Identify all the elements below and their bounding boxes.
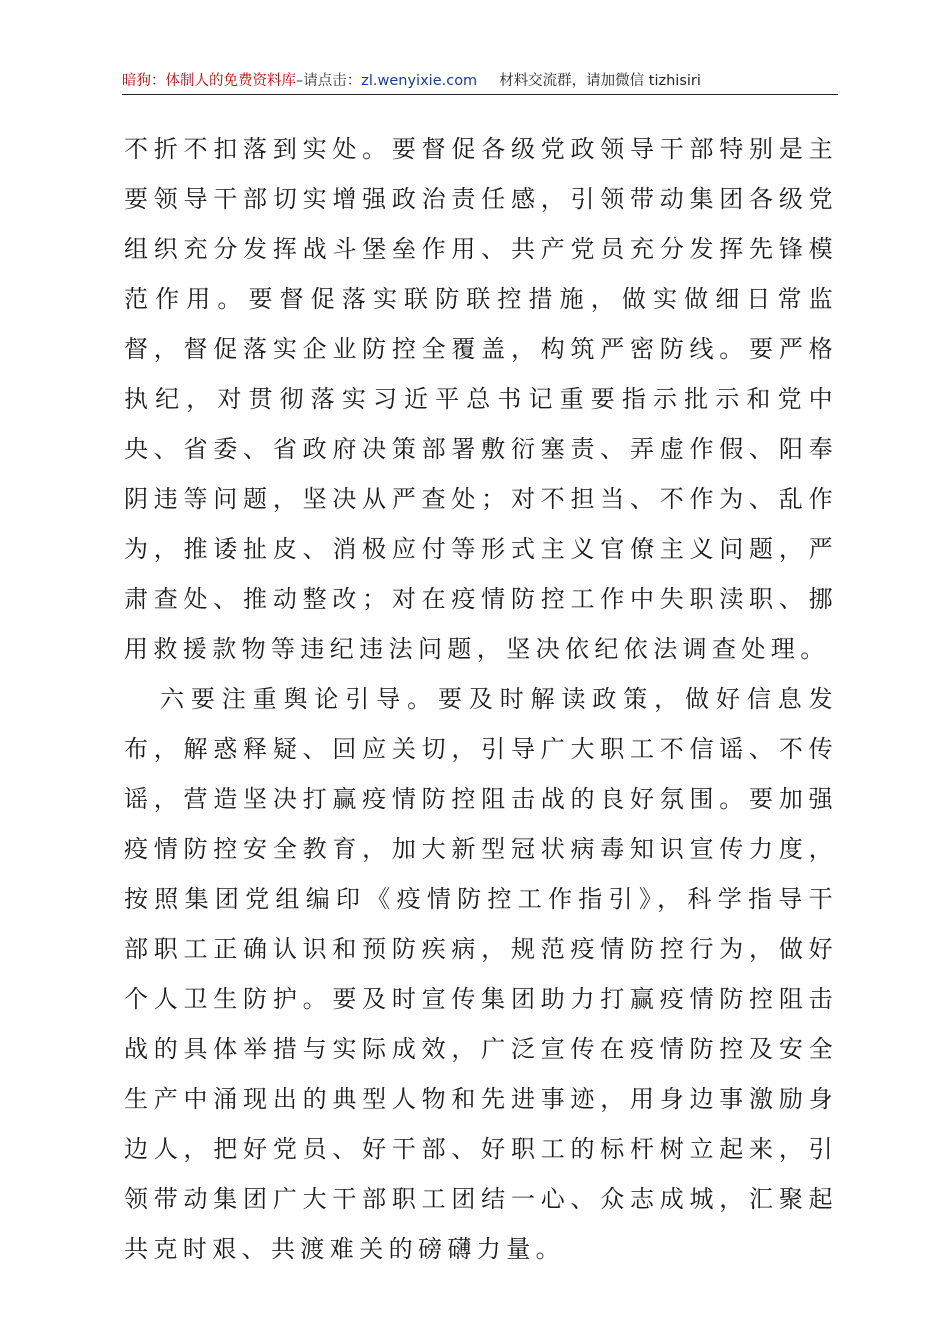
paragraph-continued: 不折不扣落到实处。要督促各级党政领导干部特别是主要领导干部切实增强政治责任感，引领带动集团各级党组织充分发挥战斗堡垒作用、共产党员充分发挥先锋模范作用。要督促落实联防联控措施，做实做细日常监督，督促落实企业防控全覆盖，构筑严密防线。要严格执纪，对贯彻落实习近平总书记重要指示批示和党中央、省委、省政府决策部署敷衍塞责、弄虚作假、阳奉阴违等问题，坚决从严查处；对不担当、不作为、乱作为，推诿扯皮、消极应付等形式主义官僚主义问题，严肃查处、推动整改；对在疫情防控工作中失职渎职、挪用救援款物等违纪违法问题，坚决依纪依法调查处理。 [124,135,838,663]
header-url-link[interactable]: zl.wenyixie.com [361,73,478,89]
header-contact: 材料交流群，请加微信 tizhisiri [499,73,701,89]
paragraph-section-six: 六要注重舆论引导。要及时解读政策，做好信息发布，解惑释疑、回应关切，引导广大职工不信谣、不传谣，营造坚决打赢疫情防控阻击战的良好氛围。要加强疫情防控安全教育，加大新型冠状病毒知识宣传力度，按照集团党组编印《疫情防控工作指引》，科学指导干部职工正确认识和预防疾病，规范疫情防控行为，做好个人卫生防护。要及时宣传集团助力打赢疫情防控阻击战的具体举措与实际成效，广泛宣传在疫情防控及安全生产中涌现出的典型人物和先进事迹，用身边事激励身边人，把好党员、好干部、好职工的标杆树立起来，引领带动集团广大干部职工团结一心、众志成城，汇聚起共克时艰、共渡难关的磅礴力量。 [124,685,838,1263]
page-header [122,70,838,95]
header-separator: –请点击： [296,73,362,89]
header-brand: 暗狗：体制人的免费资料库 [122,73,296,89]
document-body [124,124,838,1274]
